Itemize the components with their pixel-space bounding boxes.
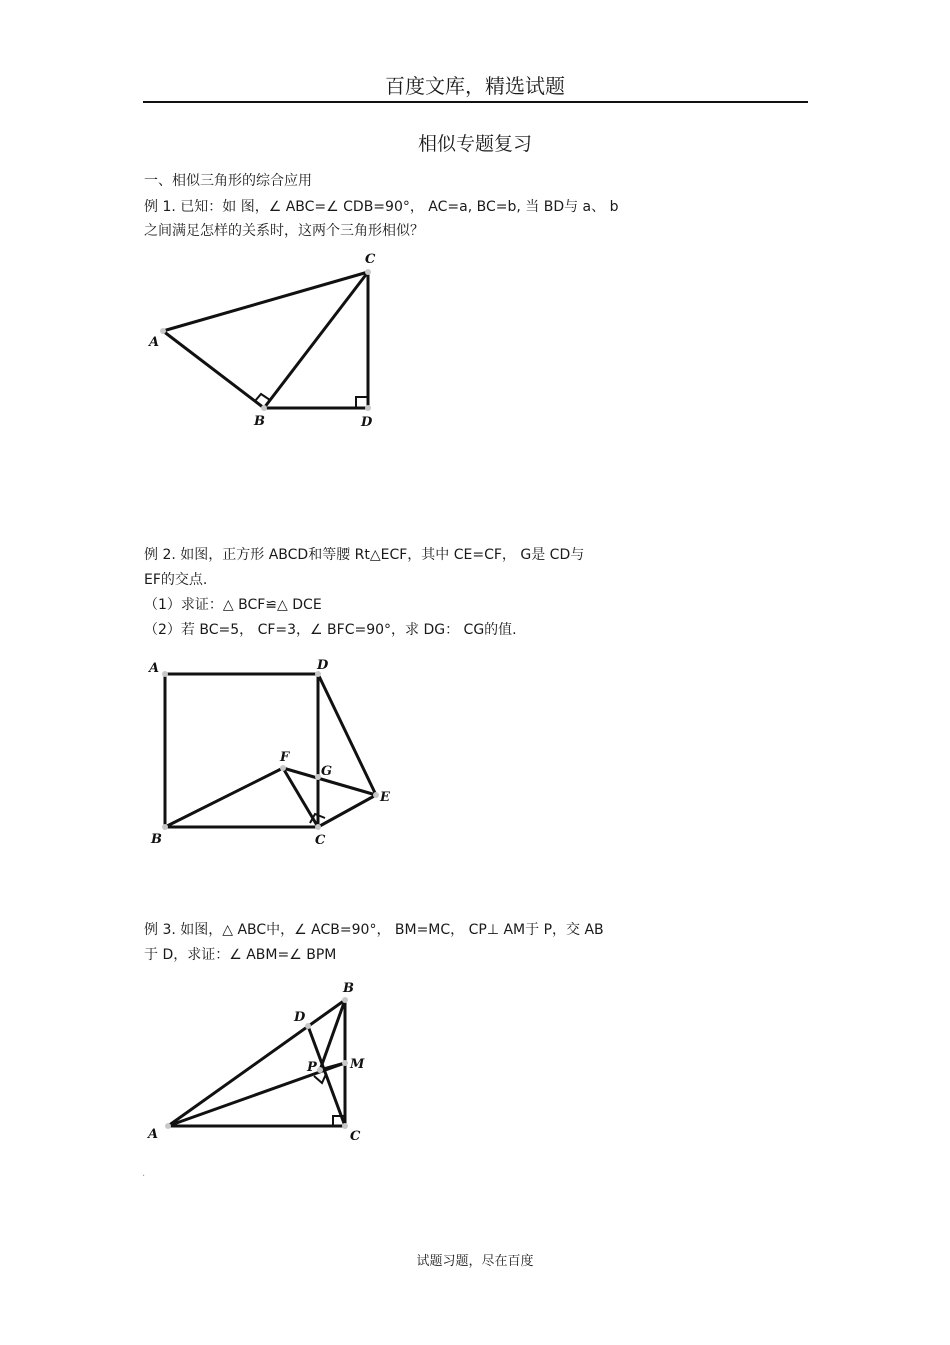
example3-figure [140,975,380,1155]
label-d: D [317,658,329,673]
example2-text-line4: （2）若 BC=5， CF=3，∠ BFC=90°，求 DG： CG的值. [144,622,517,638]
footer-text: 试题习题，尽在百度 [416,1254,534,1269]
document-title: 相似专题复习 [417,133,532,155]
right-angle-p [314,1074,326,1083]
label-c: C [365,252,376,267]
segment-ac [163,272,368,331]
label-c: C [315,833,326,848]
label-m: M [350,1057,365,1072]
segment-ab [168,1000,345,1126]
label-g: G [321,764,333,779]
segment-bc [264,272,368,408]
header-divider [143,101,808,103]
example2-text-line3: （1）求证：△ BCF≌△ DCE [144,597,322,613]
label-a: A [149,661,160,676]
label-d: D [361,415,373,430]
label-p: P [307,1060,317,1075]
example1-text-line2: 之间满足怎样的关系时，这两个三角形相似？ [144,223,424,239]
example3-text-line2: 于 D，求证：∠ ABM=∠ BPM [144,947,337,963]
label-e: E [380,790,390,805]
segment-bf [165,768,283,827]
label-d: D [294,1010,306,1025]
stray-mark: . [142,1168,146,1179]
header-title: 百度文库，精选试题 [385,74,565,98]
example1-text-line1: 例 1. 已知：如 图，∠ ABC=∠ CDB=90°， AC=a, BC=b, 当 BD与 a、 b [144,199,619,215]
example2-text-line2: EF的交点. [144,572,208,588]
label-f: F [280,750,290,765]
example1-figure [140,245,400,440]
section-heading: 一、相似三角形的综合应用 [144,173,312,189]
segment-ce [318,795,376,827]
label-a: A [149,335,160,350]
example2-text-line1: 例 2. 如图，正方形 ABCD和等腰 Rt△ECF，其中 CE=CF， G是 CD与 [144,547,585,563]
example2-figure [140,655,410,855]
square-abcd [165,674,318,827]
example3-text-line1: 例 3. 如图，△ ABC中，∠ ACB=90°， BM=MC， CP⊥ AM于 P，交 AB [144,922,604,938]
label-c: C [350,1129,361,1144]
segment-cd [308,1026,345,1126]
label-b: B [343,981,354,996]
label-b: B [254,414,265,429]
label-a: A [148,1127,159,1142]
label-b: B [151,832,162,847]
segment-ab [163,331,264,408]
